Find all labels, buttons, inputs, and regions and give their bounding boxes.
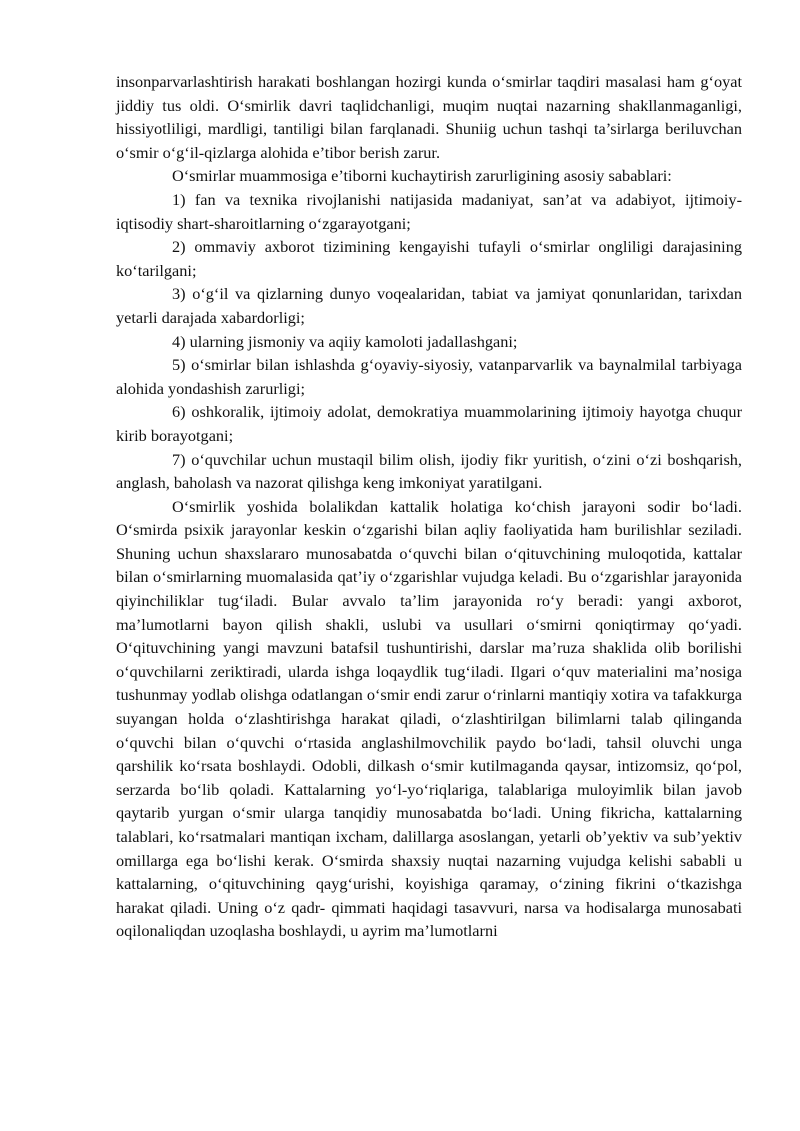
- list-item-reason-7: 7) o‘quvchilar uchun mustaqil bilim olish, ijodiy fikr yuritish, o‘zini o‘zi boshqarish, anglash, baholash va nazorat qilishga keng imkoniyat yaratilgani.: [116, 449, 742, 493]
- list-item-reason-5: 5) o‘smirlar bilan ishlashda g‘oyaviy-siyosiy, vatanparvarlik va baynalmilal tarbiyaga alohida yondashish zarurligi;: [116, 355, 742, 398]
- list-item-reason-3: 3) o‘g‘il va qizlarning dunyo voqealaridan, tabiat va jamiyat qonunlaridan, tarixdan yetarli darajada xabardorligi;: [116, 284, 742, 327]
- list-item-reason-6: 6) oshkoralik, ijtimoiy adolat, demokratiya muammolarining ijtimoiy hayotga chuqur kirib borayotgani;: [116, 402, 742, 445]
- list-item-reason-1: 1) fan va texnika rivojlanishi natijasida madaniyat, san’at va adabiyot, ijtimoiy-iqtisodiy shart-sharoitlarning o‘zgarayotgani;: [116, 189, 742, 233]
- paragraph-intro: insonparvarlashtirish harakati boshlangan hozirgi kunda o‘smirlar taqdiri masalasi ham g‘oyat jiddiy tus oldi. O‘smirlik davri taqlidchanligi, muqim nuqtai nazarning shakllanmaganligi, hissiyotliligi, mardligi, tantiligi bilan farqlanadi. Shuniig uchun tashqi ta’sirlarga beriluvchan o‘smir o‘g‘il-qizlarga alohida e’tibor berish zarur.: [116, 72, 742, 162]
- paragraph-reasons-heading: O‘smirlar muammosiga e’tiborni kuchaytirish zarurligining asosiy sabablari:: [172, 166, 672, 186]
- document-body: [116, 70, 742, 943]
- list-item-reason-4: 4) ularning jismoniy va aqiiy kamoloti jadallashgani;: [172, 331, 518, 351]
- paragraph-adolescence: O‘smirlik yoshida bolalikdan kattalik holatiga ko‘chish jarayoni sodir bo‘ladi. O‘smirda psixik jarayonlar keskin o‘zgarishi bilan aqliy faoliyatida ham burilishlar seziladi. Shuning uchun shaxslararo munosabatda o‘quvchi bilan o‘qituvchining muloqotida, kattalar bilan o‘smirlarning muomalasida qat’iy o‘zgarishlar vujudga keladi. Bu o‘zgarishlar jarayonida qiyinchiliklar tug‘iladi. Bular avvalo ta’lim jarayonida ro‘y beradi: yangi axborot, ma’lumotlarni bayon qilish shakli, uslubi va usullari o‘smirni qoniqtirmay qo‘yadi. O‘qituvchining yangi mavzuni batafsil tushuntirishi, darslar ma’ruza shaklida olib borilishi o‘quvchilarni zeriktiradi, ularda ishga loqaydlik tug‘iladi. Ilgari o‘quv materialini ma’nosiga tushunmay yodlab olishga odatlangan o‘smir endi zarur o‘rinlarni mantiqiy xotira va tafakkurga suyangan holda o‘zlashtirishga harakat qiladi, o‘zlashtirilgan bilimlarni talab qilinganda o‘quvchi bilan o‘quvchi o‘rtasida anglashilmovchilik paydo bo‘ladi, tahsil oluvchi unga qarshilik ko‘rsata boshlaydi. Odobli, dilkash o‘smir kutilmaganda qaysar, intizomsiz, qo‘pol, serzarda bo‘lib qoladi. Kattalarning yo‘l-yo‘riqlariga, talablariga muloyimlik bilan javob qaytarib yurgan o‘smir ularga tanqidiy munosabatda bo‘ladi. Uning fikricha, kattalarning talablari, ko‘rsatmalari mantiqan ixcham, dalillarga asoslangan, yetarli ob’yektiv va sub’yektiv omillarga ega bo‘lishi kerak. O‘smirda shaxsiy nuqtai nazarning vujudga kelishi sababli u kattalarning, o‘qituvchining qayg‘urishi, koyishiga qaramay, o‘zining fikrini o‘tkazishga harakat qiladi. Uning o‘z qadr- qimmati haqidagi tasavvuri, narsa va hodisalarga munosabati oqilonaliqdan uzoqlasha boshlaydi, u ayrim ma’lumotlarni: [116, 496, 742, 941]
- list-item-reason-2: 2) ommaviy axborot tizimining kengayishi tufayli o‘smirlar ongliligi darajasining ko‘tarilgani;: [116, 237, 742, 280]
